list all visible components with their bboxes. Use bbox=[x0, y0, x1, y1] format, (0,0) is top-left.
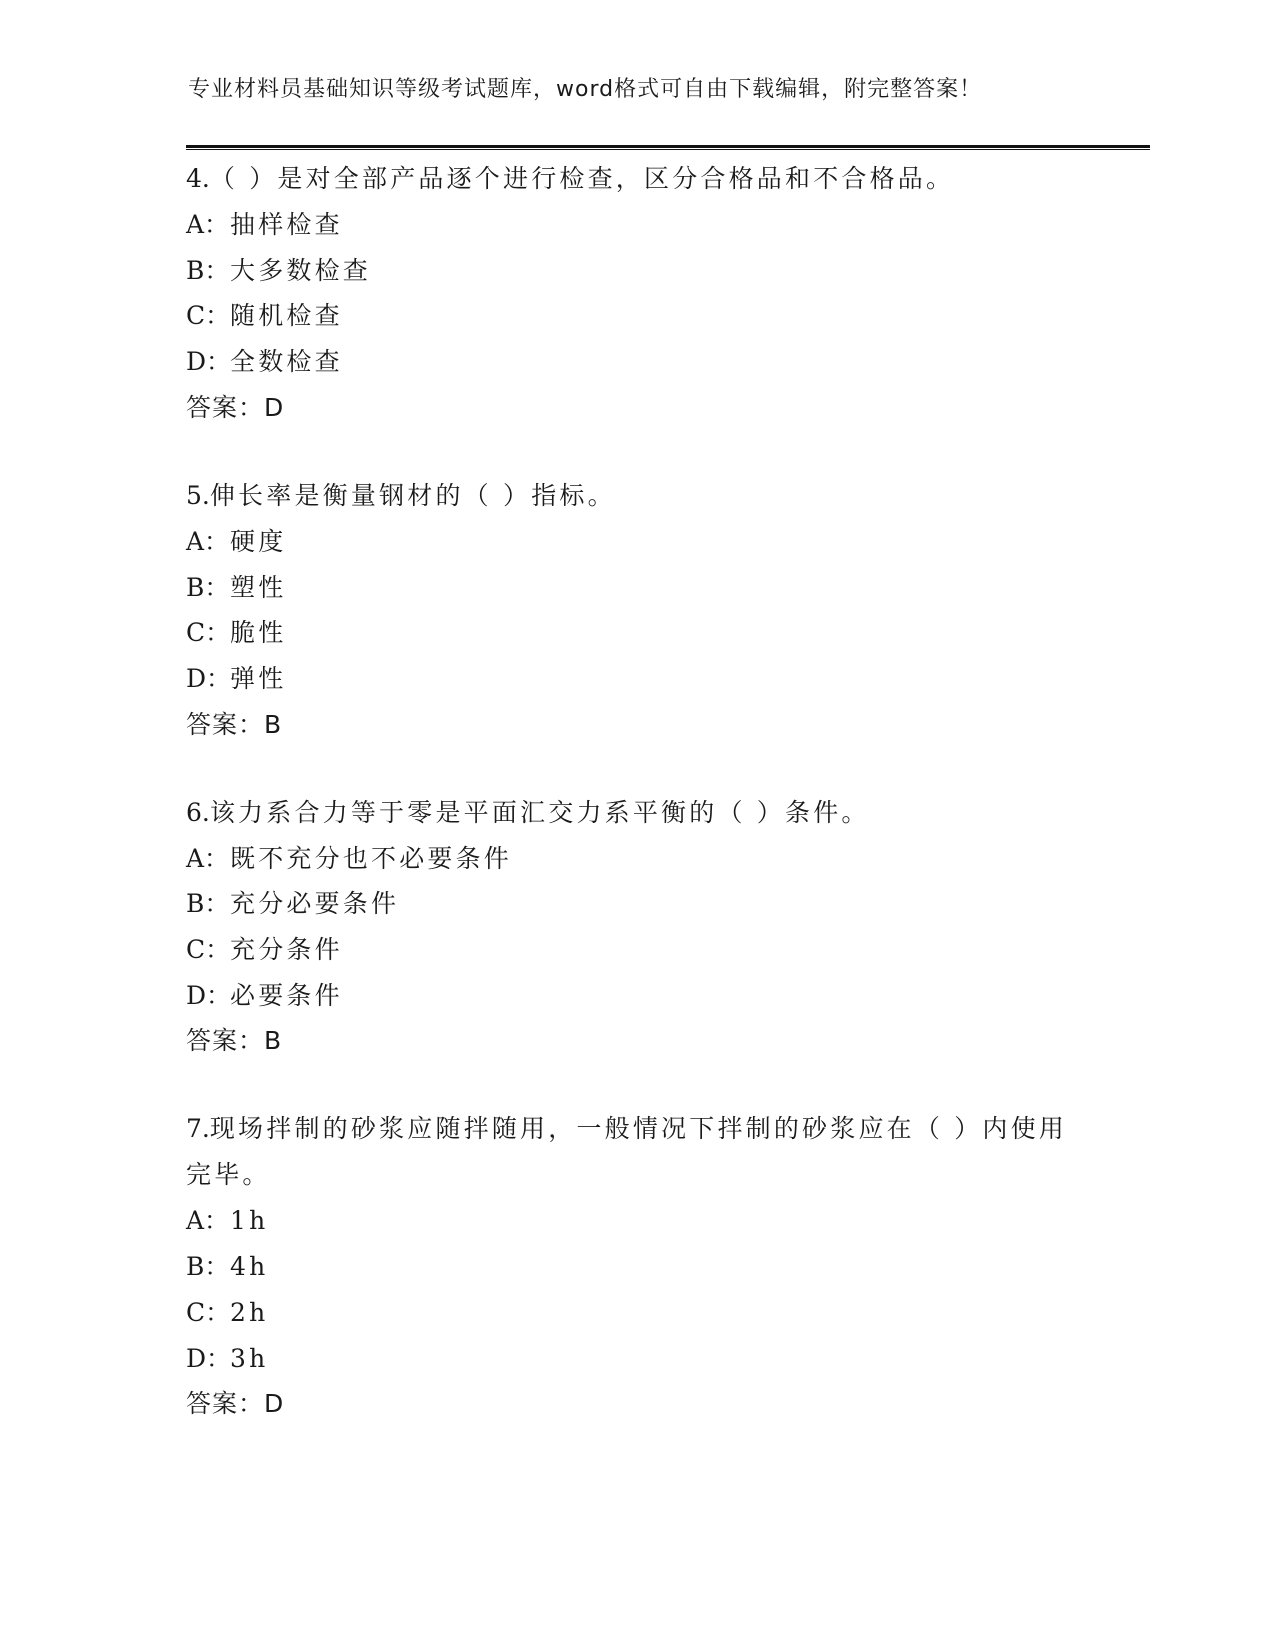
question-stem bbox=[186, 156, 1086, 202]
question-5 bbox=[186, 473, 1086, 747]
option-text: 充分必要条件 bbox=[230, 889, 400, 919]
option-key: D： bbox=[186, 347, 232, 377]
option-key: B： bbox=[186, 889, 230, 919]
option-key: B： bbox=[186, 572, 230, 602]
option-text: 4h bbox=[230, 1252, 269, 1282]
answer-line: 答案：B bbox=[186, 709, 283, 739]
option-a bbox=[186, 836, 1086, 882]
option-b bbox=[186, 565, 1086, 611]
option-key: D： bbox=[186, 1343, 232, 1373]
option-b bbox=[186, 881, 1086, 927]
option-c bbox=[186, 610, 1086, 656]
option-key: C： bbox=[186, 935, 231, 965]
question-6 bbox=[186, 790, 1086, 1064]
answer-line: 答案：B bbox=[186, 1026, 283, 1056]
option-key: C： bbox=[186, 1297, 231, 1327]
question-4 bbox=[186, 156, 1086, 430]
option-c bbox=[186, 927, 1086, 973]
option-text: 脆性 bbox=[230, 618, 287, 648]
option-key: A： bbox=[186, 210, 230, 239]
question-text: 伸长率是衡量钢材的（ ）指标。 bbox=[209, 480, 616, 510]
option-d bbox=[186, 339, 1086, 385]
option-key: A： bbox=[186, 526, 230, 556]
option-key: A： bbox=[186, 843, 230, 873]
option-key: B： bbox=[186, 255, 230, 285]
option-text: 弹性 bbox=[230, 663, 287, 693]
option-text: 既不充分也不必要条件 bbox=[230, 843, 513, 873]
option-c bbox=[186, 1290, 1086, 1336]
option-key: A： bbox=[186, 1206, 230, 1236]
option-text: 2h bbox=[230, 1297, 269, 1327]
question-stem bbox=[186, 473, 1086, 519]
option-d bbox=[186, 973, 1086, 1019]
option-text: 1h bbox=[230, 1206, 269, 1236]
question-list bbox=[186, 156, 1086, 1469]
question-number: 6. bbox=[186, 797, 210, 827]
option-text: 随机检查 bbox=[230, 301, 343, 331]
option-b bbox=[186, 248, 1086, 294]
option-key: C： bbox=[186, 618, 231, 648]
option-b bbox=[186, 1244, 1086, 1290]
option-key: D： bbox=[186, 663, 232, 693]
option-key: C： bbox=[186, 301, 231, 331]
option-text: 抽样检查 bbox=[230, 210, 343, 239]
option-text: 塑性 bbox=[230, 572, 287, 602]
question-number: 7. bbox=[186, 1114, 210, 1144]
option-a bbox=[186, 1198, 1086, 1244]
option-a bbox=[186, 202, 1086, 248]
question-number: 4. bbox=[186, 164, 210, 193]
page-header: 专业材料员基础知识等级考试题库，word格式可自由下载编辑，附完整答案！ bbox=[188, 77, 983, 102]
answer-line: 答案：D bbox=[186, 1389, 285, 1419]
header-divider bbox=[186, 145, 1150, 150]
question-text: （ ）是对全部产品逐个进行检查，区分合格品和不合格品。 bbox=[209, 164, 955, 193]
option-text: 大多数检查 bbox=[230, 255, 372, 285]
option-text: 硬度 bbox=[230, 526, 287, 556]
option-text: 3h bbox=[230, 1343, 269, 1373]
question-text: 该力系合力等于零是平面汇交力系平衡的（ ）条件。 bbox=[209, 797, 870, 827]
question-stem bbox=[186, 1106, 1086, 1198]
question-text: 现场拌制的砂浆应随拌随用，一般情况下拌制的砂浆应在（ ）内使用完毕。 bbox=[186, 1114, 1068, 1190]
option-text: 必要条件 bbox=[230, 980, 343, 1010]
option-text: 全数检查 bbox=[230, 347, 343, 377]
question-number: 5. bbox=[186, 480, 210, 510]
option-key: D： bbox=[186, 980, 232, 1010]
option-text: 充分条件 bbox=[230, 935, 343, 965]
option-d bbox=[186, 656, 1086, 702]
option-key: B： bbox=[186, 1252, 230, 1282]
option-d bbox=[186, 1336, 1086, 1382]
option-c bbox=[186, 293, 1086, 339]
question-7 bbox=[186, 1106, 1086, 1426]
option-a bbox=[186, 519, 1086, 565]
question-stem bbox=[186, 790, 1086, 836]
answer-line: 答案：D bbox=[186, 392, 285, 422]
